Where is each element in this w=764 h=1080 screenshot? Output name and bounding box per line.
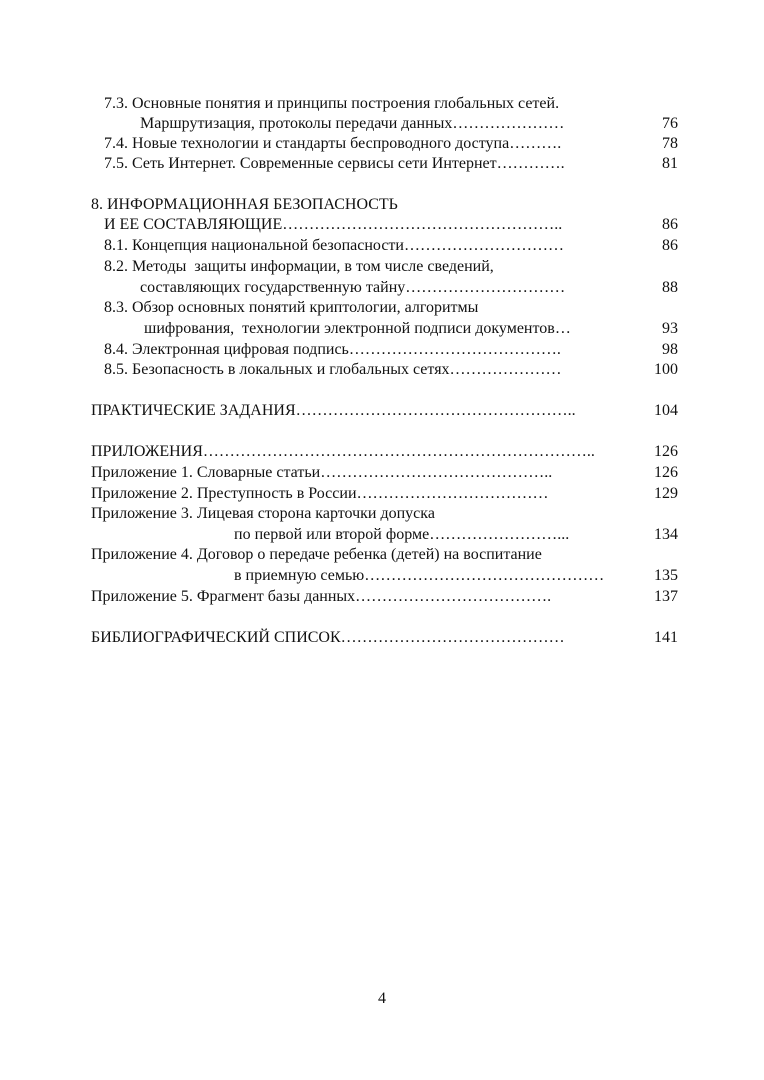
- toc-appendices: ПРИЛОЖЕНИЯ………………………………………………………………..: [91, 443, 595, 460]
- toc-page-appendix-2: 129: [654, 485, 678, 502]
- toc-page-8-4: 98: [662, 341, 678, 358]
- toc-page-8-3: 93: [662, 320, 678, 337]
- toc-entry-8-1: 8.1. Концепция национальной безопасности…………………………: [104, 237, 564, 254]
- toc-practical: ПРАКТИЧЕСКИЕ ЗАДАНИЯ……………………………………………..: [91, 402, 576, 419]
- toc-appendix-3-line2: по первой или второй форме……………………...: [234, 526, 570, 543]
- toc-page-appendices: 126: [654, 443, 678, 460]
- toc-page-8-5: 100: [654, 361, 678, 378]
- toc-entry-8-5: 8.5. Безопасность в локальных и глобальных сетях…………………: [104, 361, 562, 378]
- toc-entry-8-3-line1: 8.3. Обзор основных понятий криптологии, алгоритмы: [104, 299, 479, 316]
- toc-page-appendix-4: 135: [654, 567, 678, 584]
- toc-page-appendix-3: 134: [654, 526, 678, 543]
- toc-page-appendix-5: 137: [654, 588, 678, 605]
- toc-appendix-4-line1: Приложение 4. Договор о передаче ребенка (детей) на воспитание: [91, 546, 542, 563]
- toc-entry-8-3-line2: шифрования, технологии электронной подписи документов…: [144, 320, 571, 337]
- toc-page-8: 86: [662, 216, 678, 233]
- toc-entry-8-2-line1: 8.2. Методы защиты информации, в том числе сведений,: [104, 258, 494, 275]
- toc-page-8-1: 86: [662, 237, 678, 254]
- toc-entry-7-4: 7.4. Новые технологии и стандарты беспроводного доступа……….: [104, 135, 562, 152]
- toc-appendix-3-line1: Приложение 3. Лицевая сторона карточки допуска: [91, 505, 435, 522]
- toc-page-7-3: 76: [662, 115, 678, 132]
- page-number: 4: [378, 990, 386, 1007]
- toc-bibliography: БИБЛИОГРАФИЧЕСКИЙ СПИСОК……………………………………: [91, 629, 565, 646]
- toc-appendix-1: Приложение 1. Словарные статьи……………………………………..: [91, 464, 553, 481]
- toc-page-7-5: 81: [662, 155, 678, 172]
- toc-entry-7-5: 7.5. Сеть Интернет. Современные сервисы сети Интернет………….: [104, 155, 565, 172]
- toc-page-8-2: 88: [662, 279, 678, 296]
- toc-chapter-8-line1: 8. ИНФОРМАЦИОННАЯ БЕЗОПАСНОСТЬ: [91, 196, 398, 213]
- toc-entry-7-3-line1: 7.3. Основные понятия и принципы построения глобальных сетей.: [104, 95, 560, 112]
- toc-entry-7-3-line2: Маршрутизация, протоколы передачи данных…………………: [140, 115, 565, 132]
- toc-appendix-5: Приложение 5. Фрагмент базы данных……………………………….: [91, 588, 552, 605]
- toc-entry-8-2-line2: составляющих государственную тайну…………………………: [140, 279, 566, 296]
- toc-page-practical: 104: [654, 402, 678, 419]
- toc-page-bibliography: 141: [654, 629, 678, 646]
- toc-page-7-4: 78: [662, 135, 678, 152]
- toc-chapter-8-line2: И ЕЕ СОСТАВЛЯЮЩИЕ……………………………………………..: [104, 216, 563, 233]
- toc-appendix-4-line2: в приемную семью………………………………………: [234, 567, 605, 584]
- toc-appendix-2: Приложение 2. Преступность в России………………………………: [91, 485, 549, 502]
- toc-page-appendix-1: 126: [654, 464, 678, 481]
- toc-entry-8-4: 8.4. Электронная цифровая подпись………………………………….: [104, 341, 561, 358]
